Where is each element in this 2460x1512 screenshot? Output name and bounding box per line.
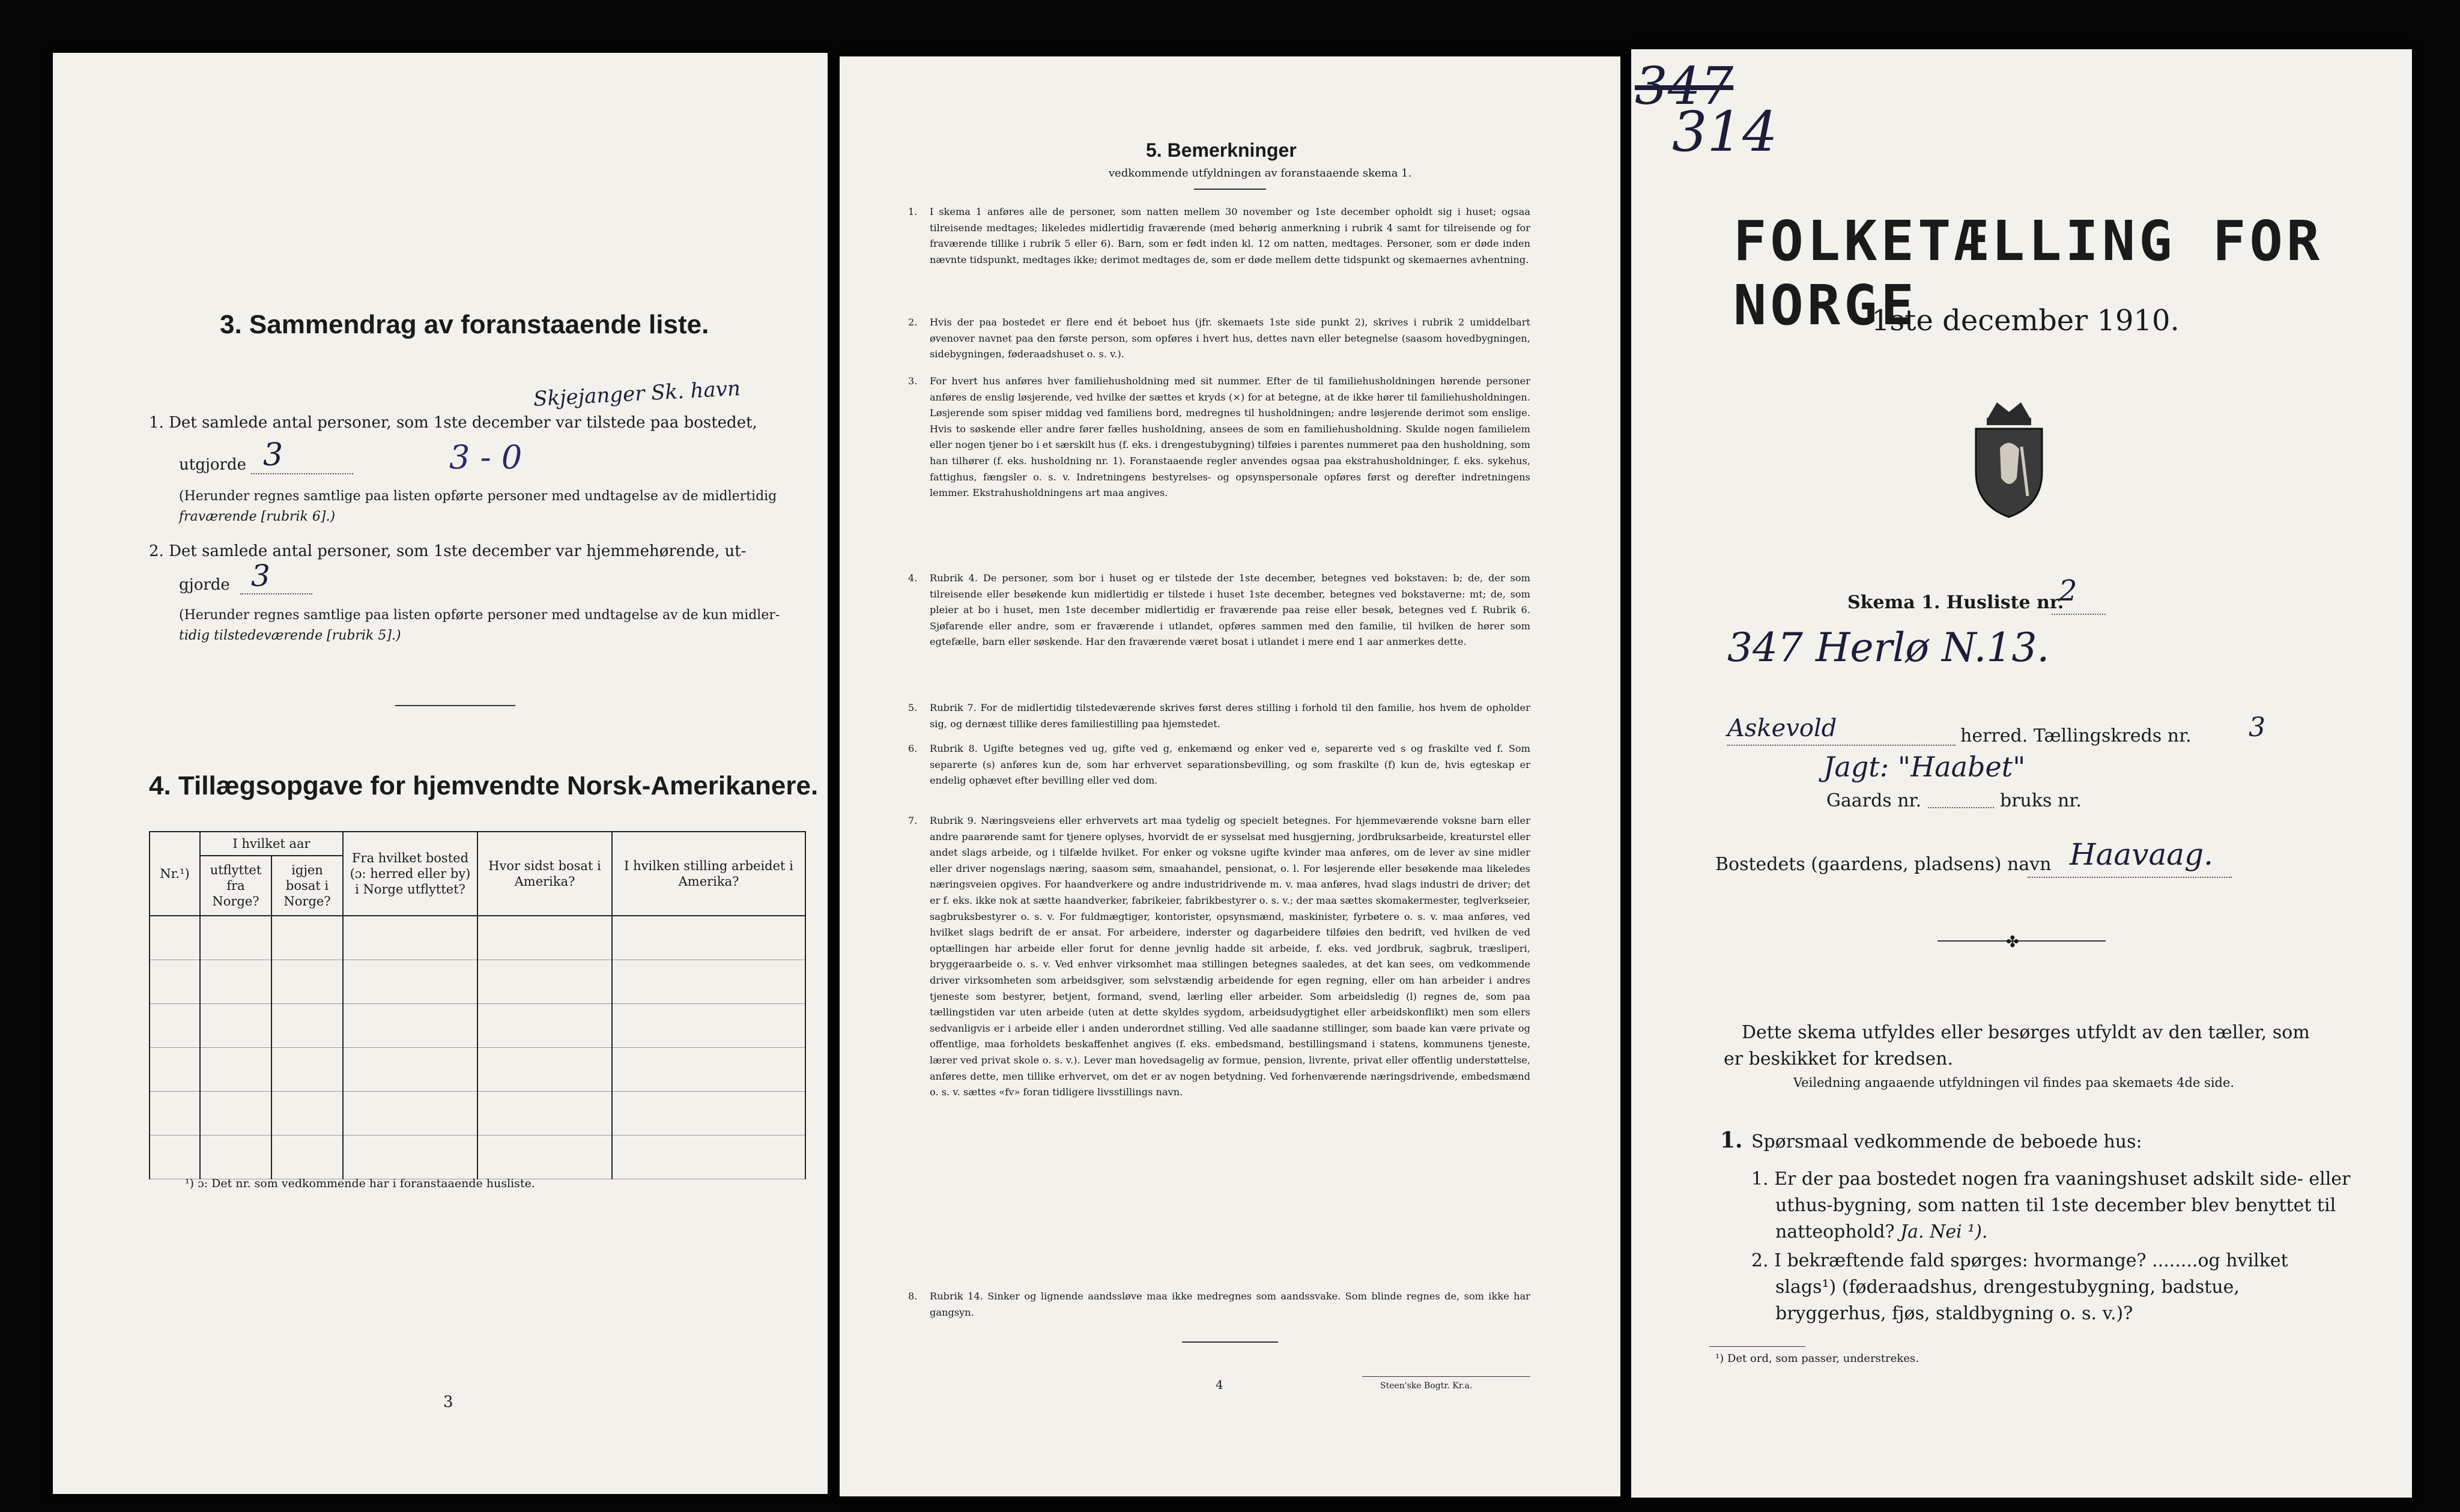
remark-item: 7. Rubrik 9. Næringsveiens eller erhvervets art maa tydelig og specielt betegnes. For hjemmeværende voksne barn eller andre paarørende samt for tjenere oplyses, hvorvidt de er sysselsat med husgjerning, jordbruksarbeide, kreaturstel eller andet slags arbeide, og i tilfælde hvilket. For enker og voksne ugifte kvinder maa anføres, om de lever av sine midler eller driver nogenslags næring, saasom søm, smaahandel, pensionat, o. l. For løsjerende eller besøkende maa likeledes næringsveien opgives. For haandverkere og andre industridrivende m. v. maa anføres, hvad slags industri de driver; det er f. eks. ikke nok at sætte haandverker, fabrikeier, fabrikbestyrer o. s. v.; der maa sættes skomakermester, teglverkseier, sagbruksbestyrer o. s. v. For fuldmægtiger, kontorister, opsynsmænd, maskinister, fyrbøtere o. s. v. maa anføres, ved hvilket slags bedrift de er ansat. For arbeidere, inderster og dagarbeidere tilføies den bedrift, ved hvilken de ved optællingen har arbeide eller forut for denne jevnlig hadde sit arbeide, f. eks. ved jordbruk, sagbruk, træsliperi, bryggeraarbeide o. s. v. Ved enhver virksomhet maa stillingen betegnes saaledes, at det kan sees, om vedkommende driver virksomheten som arbeidsgiver, som selvstændig arbeidende for egen regning, eller om han arbeider i andres tjeneste som bestyrer, betjent, formand, svend, lærling eller arbeider. Som arbeidsledig (l) regnes de, som paa tællingstiden var uten arbeide (uten at dette skyldes sygdom, arbeidsudygtighet eller arbeidskonflikt) men som ellers sedvanligvis er i arbeide eller i anden underordnet stilling. Ved alle saadanne stillinger, som baade kan være private og offentlige, maa forholdets beskaffenhet angives (f. eks. embedsmand, bestillingsmand i statens, kommunens tjeneste, lærer ved privat skole o. s. v.). Lever man hovedsagelig av formue, pension, livrente, privat eller offentlig understøttelse, anføres dette, men tillike erhvervet, om det er av nogen betydning. Ved forhenværende næringsdrivende, embedsmænd o. s. v. sættes «fv» foran tidligere livsstillings navn. [908, 815, 1530, 1098]
remark-item: 6. Rubrik 8. Ugifte betegnes ved ug, gifte ved g, enkemænd og enker ved e, separerte ved s og fraskilte ved f. Som separerte (s) anføres kun de, som har erhvervet separationsbevilling, og som fraskilte (f) kun de, hvis egteskap er endelig ophævet efter bevilling eller ved dom. [908, 743, 1530, 787]
table-cell [477, 1136, 612, 1179]
handwritten-annotation: 347 Herlø N.13. [1727, 624, 2050, 671]
summary-item-2-note-2: tidig tilstedeværende [rubrik 5].) [179, 628, 401, 643]
table-cell [612, 1048, 805, 1092]
divider [395, 705, 515, 706]
divider [1194, 189, 1266, 190]
husliste-number: 2 [2059, 574, 2077, 608]
question-section-title: Spørsmaal vedkommende de beboede hus: [1751, 1131, 2142, 1152]
summary-item-1-value: 3 [263, 437, 283, 473]
divider [1709, 1346, 1805, 1347]
remark-item: 3. For hvert hus anføres hver familiehusholdning med sit nummer. Efter de til familiehusholdningen hørende personer anføres de enslig løsjerende, ved hvilke der sættes et kryds (×) for at betegne, at de ikke hører til familiehusholdningen. Løsjerende som spiser middag ved familiens bord, medregnes til husholdningen; andre løsjerende derimot som enslige. Hvis to søskende eller andre fører fælles husholdning, ansees de som en familiehusholdning. Skulde nogen familielem eller nogen tjener bo i et særskilt hus (f. eks. i drengestubygning) tilføies i parentes nummeret paa den husholdning, som han tilhører (f. eks. husholdning nr. 1). Foranstaaende regler anvendes ogsaa paa ekstrahusholdninger, f. eks. sykehus, fattighus, fængsler o. s. v. Indretningens bestyrelses- og opsynspersonale opføres først og derefter indretningens lemmer. Ekstrahusholdningens art maa angives. [908, 375, 1530, 499]
herred-value: Askevold [1727, 715, 1837, 742]
table-cell [271, 960, 343, 1004]
summary-item-1: 1. Det samlede antal personer, som 1ste december var tilstede paa bostedet, [149, 414, 757, 432]
dotted-line [251, 473, 353, 474]
col-igjen: igjen bosat i Norge? [271, 856, 343, 916]
divider [1182, 1341, 1278, 1343]
table-cell [200, 1048, 271, 1092]
table-cell [150, 916, 200, 960]
coat-of-arms-icon [1964, 394, 2054, 520]
col-hvilket-aar: I hvilket aar [200, 832, 343, 856]
summary-item-1-note: (Herunder regnes samtlige paa listen opførte personer med undtagelse av de midlertidig [179, 489, 777, 504]
table-row [150, 1048, 805, 1092]
summary-item-2: 2. Det samlede antal personer, som 1ste december var hjemmehørende, ut- [149, 542, 747, 560]
document-date: 1ste december 1910. [1871, 304, 2180, 337]
table-cell [477, 1004, 612, 1048]
table-cell [150, 1136, 200, 1179]
table-cell [612, 1004, 805, 1048]
table-cell [150, 1092, 200, 1136]
remark-item: 4. Rubrik 4. De personer, som bor i huset og er tilstede der 1ste december, betegnes ved bokstaven: b; de, der som tilreisende eller besøkende kun midlertidig er tilstede i huset 1ste december, betegnes ved bokstaverne: mt; de, som pleier at bo i huset, men 1ste december midlertidig er fraværende paa reise eller besøk, betegnes ved f. Rubrik 6. Sjøfarende eller andre, som er fraværende i utlandet, opføres sammen med den familie, til hvilken de hører som egtefælle, barn eller søskende. Har den fraværende været bosat i utlandet i mere end 1 aar anmerkes dette. [908, 572, 1530, 648]
norsk-amerikaner-table [149, 831, 806, 1179]
question-1: 1. Er der paa bostedet nogen fra vaaningshuset adskilt side- eller uthus-bygning, som natten til 1ste december blev benyttet til natteophold? Ja. Nei ¹). [1751, 1169, 2351, 1242]
handwritten-count: 3 - 0 [449, 438, 523, 476]
gaard-annotation: Jagt: "Haabet" [1823, 751, 2026, 783]
summary-item-2-value: 3 [251, 558, 270, 593]
dotted-line [1727, 745, 1956, 746]
table-cell [271, 916, 343, 960]
footnote: ¹) Det ord, som passer, understrekes. [1715, 1352, 1919, 1365]
table-cell [343, 1136, 477, 1179]
document-title: FOLKETÆLLING FOR NORGE [1733, 209, 2324, 337]
left-page [53, 53, 828, 1494]
herred-label: herred. Tællingskreds nr. [1960, 725, 2192, 746]
question-2: 2. I bekræftende fald spørges: hvormange? ........og hvilket slags¹) (føderaadshus, drengestubygning, badstue, bryggerhus, fjøs, staldbygning o. s. v.)? [1751, 1250, 2288, 1324]
table-cell [612, 1136, 805, 1179]
dotted-line [2028, 877, 2232, 878]
handwritten-location: Skjejanger Sk. havn [533, 376, 741, 412]
right-page [1631, 49, 2412, 1498]
summary-item-2-label: gjorde [179, 576, 230, 594]
divider [1937, 940, 2106, 942]
bosted-value: Haavaag. [2070, 837, 2213, 872]
middle-page [840, 56, 1620, 1496]
section-4-title: 4. Tillægsopgave for hjemvendte Norsk-Amerikanere. [149, 771, 819, 800]
page-number: 4 [1216, 1377, 1223, 1392]
table-cell [271, 1136, 343, 1179]
table-cell [477, 916, 612, 960]
table-body [150, 916, 805, 1179]
gaards-nr-label: Gaards nr. [1826, 790, 1922, 811]
table-cell [200, 916, 271, 960]
remark-item: 1. I skema 1 anføres alle de personer, som natten mellem 30 november og 1ste december opholdt sig i huset; ogsaa tilreisende medtages; likeledes midlertidig fraværende (med behørig anmerkning i rubrik 4 samt for tilreisende og for fraværende tillike i rubrik 5 eller 6). Barn, som er født inden kl. 12 om natten, medtages. Personer, som er døde inden nævnte tidspunkt, medtages ikke; derimot medtages de, som er døde mellem dette tidspunkt og skemaernes avhentning. [908, 206, 1530, 265]
question-1-answer: Ja. Nei ¹). [1900, 1221, 1988, 1242]
table-row [150, 1092, 805, 1136]
dotted-line [1928, 807, 1994, 808]
table-cell [343, 916, 477, 960]
table-cell [150, 960, 200, 1004]
col-stilling: I hvilken stilling arbeidet i Amerika? [612, 832, 805, 916]
divider [1362, 1376, 1530, 1377]
table-row [150, 1004, 805, 1048]
table-row [150, 916, 805, 960]
summary-item-1-label: utgjorde [179, 456, 247, 474]
page-number: 3 [443, 1393, 453, 1411]
question-section-number: 1. [1720, 1128, 1743, 1153]
summary-item-1-note-2: fraværende [rubrik 6].) [179, 509, 336, 524]
table-cell [477, 960, 612, 1004]
table-cell [612, 916, 805, 960]
table-cell [612, 1092, 805, 1136]
col-nr: Nr.¹) [150, 832, 200, 916]
table-cell [200, 1092, 271, 1136]
table-cell [200, 1136, 271, 1179]
summary-item-2-note: (Herunder regnes samtlige paa listen opførte personer med undtagelse av de kun midler- [179, 608, 780, 623]
kreds-number: 3 [2249, 712, 2265, 743]
table-cell [271, 1048, 343, 1092]
bruks-nr-label: bruks nr. [2000, 790, 2082, 811]
info-text-2: Veiledning angaaende utfyldningen vil findes paa skemaets 4de side. [1793, 1075, 2235, 1090]
remark-item: 2. Hvis der paa bostedet er flere end ét beboet hus (jfr. skemaets 1ste side punkt 2), skrives i rubrik 2 umiddelbart øvenover navnet paa den første person, som opføres i hvert hus, dettes navn eller betegnelse (saasom hovedbygningen, sidebygningen, føderaadshuset o. s. v.). [908, 316, 1530, 360]
col-fra-bosted: Fra hvilket bosted (ɔ: herred eller by) i Norge utflyttet? [343, 832, 477, 916]
table-cell [343, 1004, 477, 1048]
remark-item: 5. Rubrik 7. For de midlertidig tilstedeværende skrives først deres stilling i forhold til den familie, hos hvem de opholder sig, og dernæst tillike deres familiestilling paa hjemstedet. [908, 702, 1530, 730]
table-cell [343, 1092, 477, 1136]
ornament-icon: ✤ [2006, 933, 2019, 951]
printer-imprint: Steen'ske Bogtr. Kr.a. [1380, 1381, 1473, 1391]
table-cell [271, 1004, 343, 1048]
table-row [150, 1136, 805, 1179]
dotted-line [2052, 614, 2106, 615]
table-cell [343, 960, 477, 1004]
section-3-title: 3. Sammendrag av foranstaaende liste. [220, 310, 709, 339]
table-row [150, 960, 805, 1004]
table-cell [477, 1092, 612, 1136]
bemerkninger-title: 5. Bemerkninger [1146, 139, 1297, 161]
table-cell [200, 1004, 271, 1048]
skema-label: Skema 1. Husliste nr. [1847, 592, 2064, 613]
remark-item: 8. Rubrik 14. Sinker og lignende aandssløve maa ikke medregnes som aandssvake. Som blinde regnes de, som ikke har gangsyn. [908, 1290, 1530, 1318]
table-cell [200, 960, 271, 1004]
dotted-line [240, 593, 312, 594]
table-cell [477, 1048, 612, 1092]
col-hvor-sidst: Hvor sidst bosat i Amerika? [477, 832, 612, 916]
handwritten-number-struck: 347 [1635, 56, 1734, 116]
table-cell [343, 1048, 477, 1092]
bosted-label: Bostedets (gaardens, pladsens) navn [1715, 854, 2052, 875]
table-footnote: ¹) ɔ: Det nr. som vedkommende har i foranstaaende husliste. [185, 1177, 535, 1190]
table-cell [150, 1048, 200, 1092]
table-cell [271, 1092, 343, 1136]
handwritten-number: 314 [1672, 100, 1778, 164]
col-utflyttet: utflyttet fra Norge? [200, 856, 271, 916]
bemerkninger-subtitle: vedkommende utfyldningen av foranstaaende skema 1. [1109, 167, 1412, 180]
table-cell [150, 1004, 200, 1048]
info-text: Dette skema utfyldes eller besørges utfyldt av den tæller, som er beskikket for kredsen. [1724, 1022, 2310, 1069]
table-cell [612, 960, 805, 1004]
